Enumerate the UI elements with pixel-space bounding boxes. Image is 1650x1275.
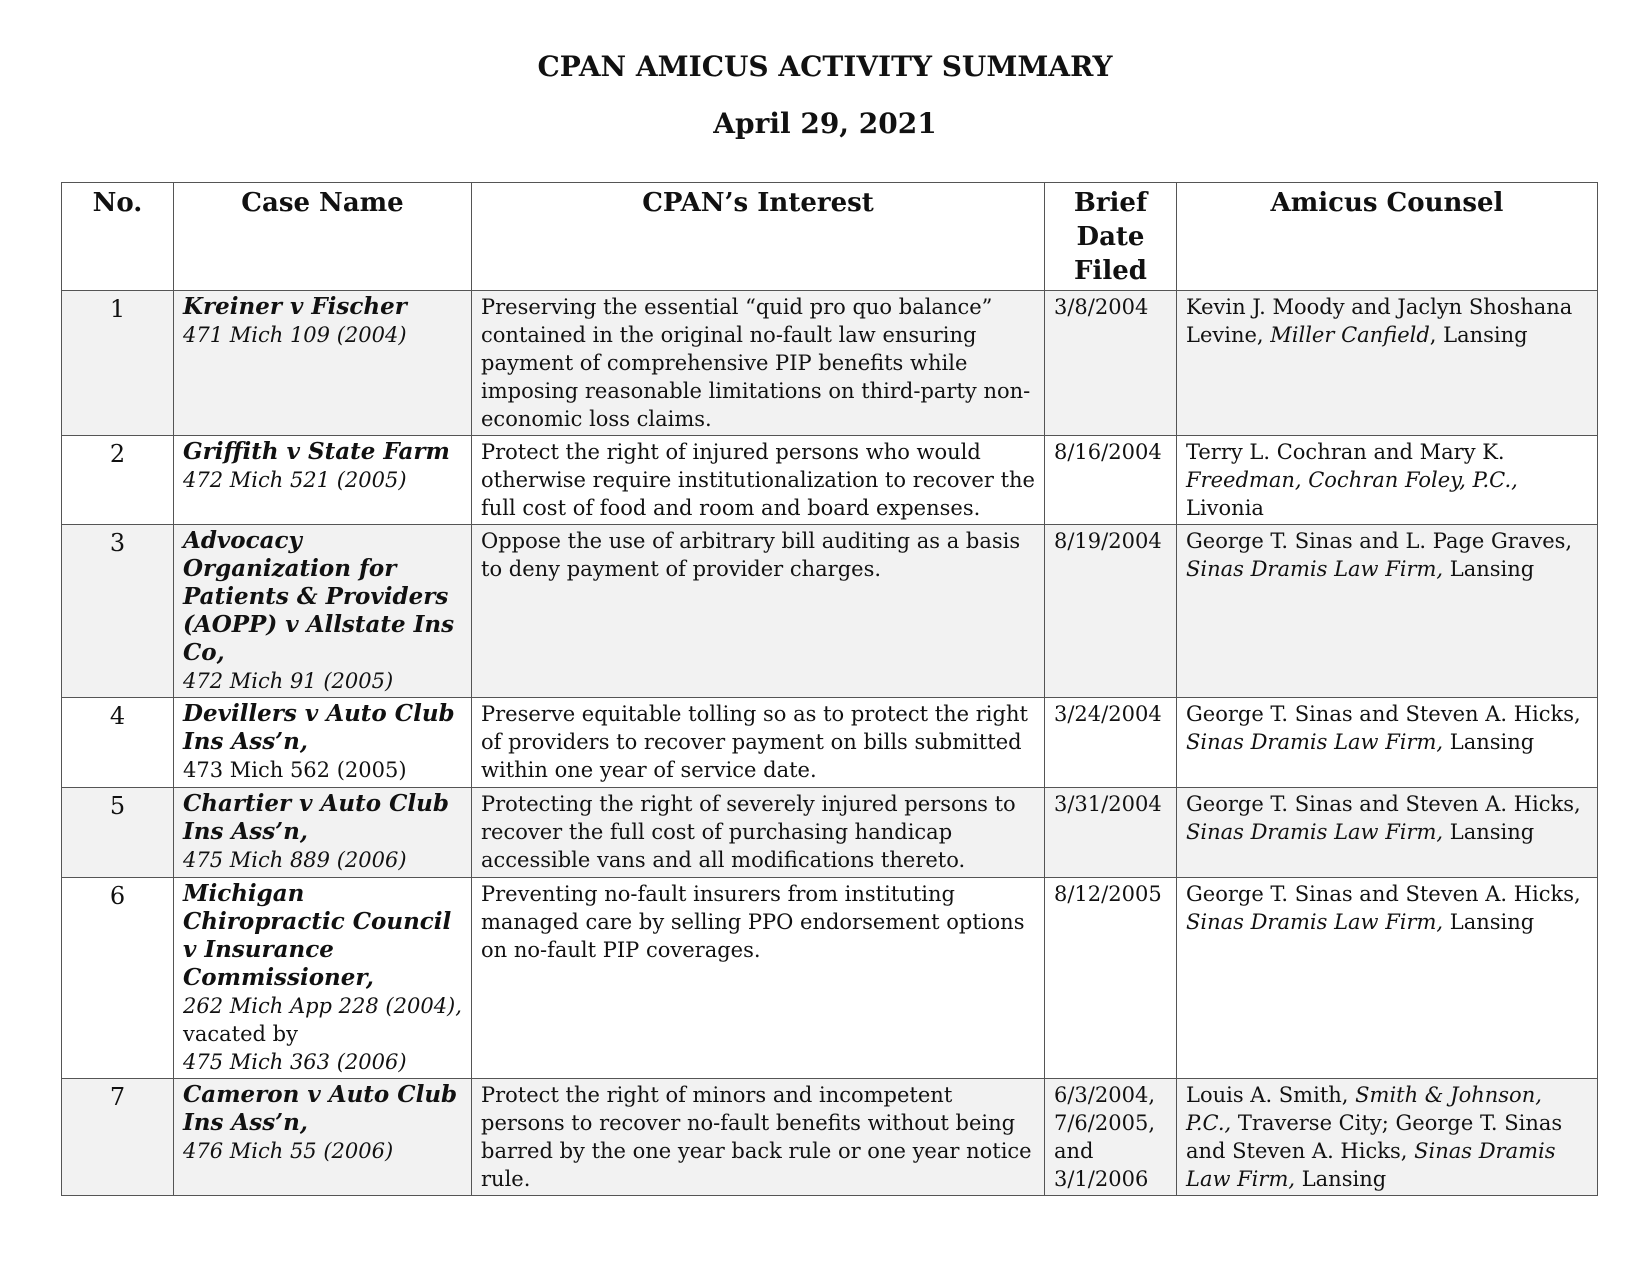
table-row xyxy=(62,291,1598,436)
case-name: Cameron v Auto Club Ins Ass’n, xyxy=(183,1081,458,1136)
counsel-firm: Sinas Dramis Law Firm, xyxy=(1186,730,1444,754)
table-row xyxy=(62,878,1598,1079)
counsel-cell xyxy=(1177,788,1598,878)
counsel-cell xyxy=(1177,436,1598,525)
table-row xyxy=(62,788,1598,878)
case-citation: 473 Mich 562 (2005) xyxy=(183,758,407,782)
row-number: 5 xyxy=(62,788,174,878)
counsel-firm-2: Sinas Dramis Law Firm, xyxy=(1186,1139,1556,1191)
row-number: 2 xyxy=(62,436,174,525)
case-name: Advocacy Organization for Patients & Providers (AOPP) v Allstate Ins Co, xyxy=(183,527,455,666)
counsel-firm: Sinas Dramis Law Firm, xyxy=(1186,910,1444,934)
counsel-cell xyxy=(1177,698,1598,788)
counsel-city: Traverse City; George T. Sinas and Steven A. Hicks, xyxy=(1186,1111,1563,1163)
table-header-row xyxy=(62,183,1598,291)
counsel-names: Kevin J. Moody and Jaclyn Shoshana Levine, xyxy=(1186,295,1573,347)
row-number: 4 xyxy=(62,698,174,788)
interest-cell: Preserving the essential “quid pro quo balance” contained in the original no-fault law ensuring payment of comprehensive PIP benefits while imposing reasonable limitations on third-party non-economic loss claims. xyxy=(472,291,1045,436)
case-citation: 475 Mich 889 (2006) xyxy=(183,848,407,872)
case-citation: 471 Mich 109 (2004) xyxy=(183,323,407,347)
counsel-names: Louis A. Smith, xyxy=(1186,1083,1349,1107)
document-date: April 29, 2021 xyxy=(713,107,937,140)
counsel-names: George T. Sinas and Steven A. Hicks, xyxy=(1186,702,1581,726)
counsel-cell xyxy=(1177,291,1598,436)
interest-cell: Protect the right of injured persons who would otherwise require institutionalization to recover the full cost of food and room and board expenses. xyxy=(472,436,1045,525)
row-number: 6 xyxy=(62,878,174,1079)
case-name: Chartier v Auto Club Ins Ass’n, xyxy=(183,790,449,845)
case-cell xyxy=(174,436,472,525)
vacated-by-label: vacated by xyxy=(183,1022,298,1046)
interest-cell: Protecting the right of severely injured persons to recover the full cost of purchasing handicap accessible vans and all modifications thereto. xyxy=(472,788,1045,878)
counsel-cell xyxy=(1177,878,1598,1079)
brief-date-cell: 3/24/2004 xyxy=(1045,698,1177,788)
case-citation-1: 262 Mich App 228 (2004), xyxy=(183,994,462,1018)
table-row xyxy=(62,1079,1598,1196)
table-row xyxy=(62,525,1598,698)
counsel-city: Lansing xyxy=(1443,820,1535,844)
table-row xyxy=(62,698,1598,788)
counsel-cell xyxy=(1177,525,1598,698)
header-interest: CPAN’s Interest xyxy=(472,183,1045,291)
case-cell xyxy=(174,291,472,436)
case-name: Michigan Chiropractic Council v Insurance Commissioner, xyxy=(183,880,452,991)
counsel-firm: Sinas Dramis Law Firm, xyxy=(1186,557,1444,581)
case-name: Griffith v State Farm xyxy=(183,438,450,465)
counsel-names: Terry L. Cochran and Mary K. xyxy=(1186,440,1505,464)
counsel-city: , Lansing xyxy=(1429,323,1528,347)
counsel-firm: Miller Canfield xyxy=(1270,323,1430,347)
interest-cell: Protect the right of minors and incompetent persons to recover no-fault benefits without being barred by the one year back rule or one year notice rule. xyxy=(472,1079,1045,1196)
counsel-firm: Freedman, Cochran Foley, P.C., xyxy=(1186,468,1518,492)
interest-cell: Oppose the use of arbitrary bill auditing as a basis to deny payment of provider charges. xyxy=(472,525,1045,698)
header-case-name: Case Name xyxy=(174,183,472,291)
case-cell xyxy=(174,788,472,878)
case-name: Kreiner v Fischer xyxy=(183,293,407,320)
counsel-names: George T. Sinas and Steven A. Hicks, xyxy=(1186,882,1581,906)
counsel-firm: Smith & Johnson, P.C., xyxy=(1186,1083,1542,1135)
counsel-city: Lansing xyxy=(1443,730,1535,754)
document-title: CPAN AMICUS ACTIVITY SUMMARY xyxy=(537,50,1113,83)
brief-date-cell: 8/16/2004 xyxy=(1045,436,1177,525)
row-number: 3 xyxy=(62,525,174,698)
counsel-city: Livonia xyxy=(1186,496,1264,520)
header-brief-date: Brief Date Filed xyxy=(1045,183,1177,291)
case-citation: 472 Mich 521 (2005) xyxy=(183,468,407,492)
case-name: Devillers v Auto Club Ins Ass’n, xyxy=(183,700,455,755)
case-citation: 472 Mich 91 (2005) xyxy=(183,669,394,693)
brief-date-cell: 3/8/2004 xyxy=(1045,291,1177,436)
case-cell xyxy=(174,698,472,788)
case-citation-2: 475 Mich 363 (2006) xyxy=(183,1050,407,1074)
table-row xyxy=(62,436,1598,525)
counsel-cell xyxy=(1177,1079,1598,1196)
counsel-names: George T. Sinas and Steven A. Hicks, xyxy=(1186,792,1581,816)
counsel-firm: Sinas Dramis Law Firm, xyxy=(1186,820,1444,844)
case-cell xyxy=(174,1079,472,1196)
case-cell xyxy=(174,525,472,698)
row-number: 1 xyxy=(62,291,174,436)
case-citation: 476 Mich 55 (2006) xyxy=(183,1139,394,1163)
case-cell xyxy=(174,878,472,1079)
brief-date-cell: 8/12/2005 xyxy=(1045,878,1177,1079)
header-no: No. xyxy=(62,183,174,291)
counsel-names: George T. Sinas and L. Page Graves, xyxy=(1186,529,1573,553)
brief-date-cell: 3/31/2004 xyxy=(1045,788,1177,878)
counsel-city-2: Lansing xyxy=(1295,1167,1387,1191)
header-counsel: Amicus Counsel xyxy=(1177,183,1598,291)
brief-date-cell: 8/19/2004 xyxy=(1045,525,1177,698)
interest-cell: Preventing no-fault insurers from instituting managed care by selling PPO endorsement options on no-fault PIP coverages. xyxy=(472,878,1045,1079)
counsel-city: Lansing xyxy=(1443,910,1535,934)
row-number: 7 xyxy=(62,1079,174,1196)
interest-cell: Preserve equitable tolling so as to protect the right of providers to recover payment on bills submitted within one year of service date. xyxy=(472,698,1045,788)
counsel-city: Lansing xyxy=(1443,557,1535,581)
amicus-activity-table xyxy=(61,182,1598,1196)
brief-date-cell: 6/3/2004, 7/6/2005, and 3/1/2006 xyxy=(1045,1079,1177,1196)
